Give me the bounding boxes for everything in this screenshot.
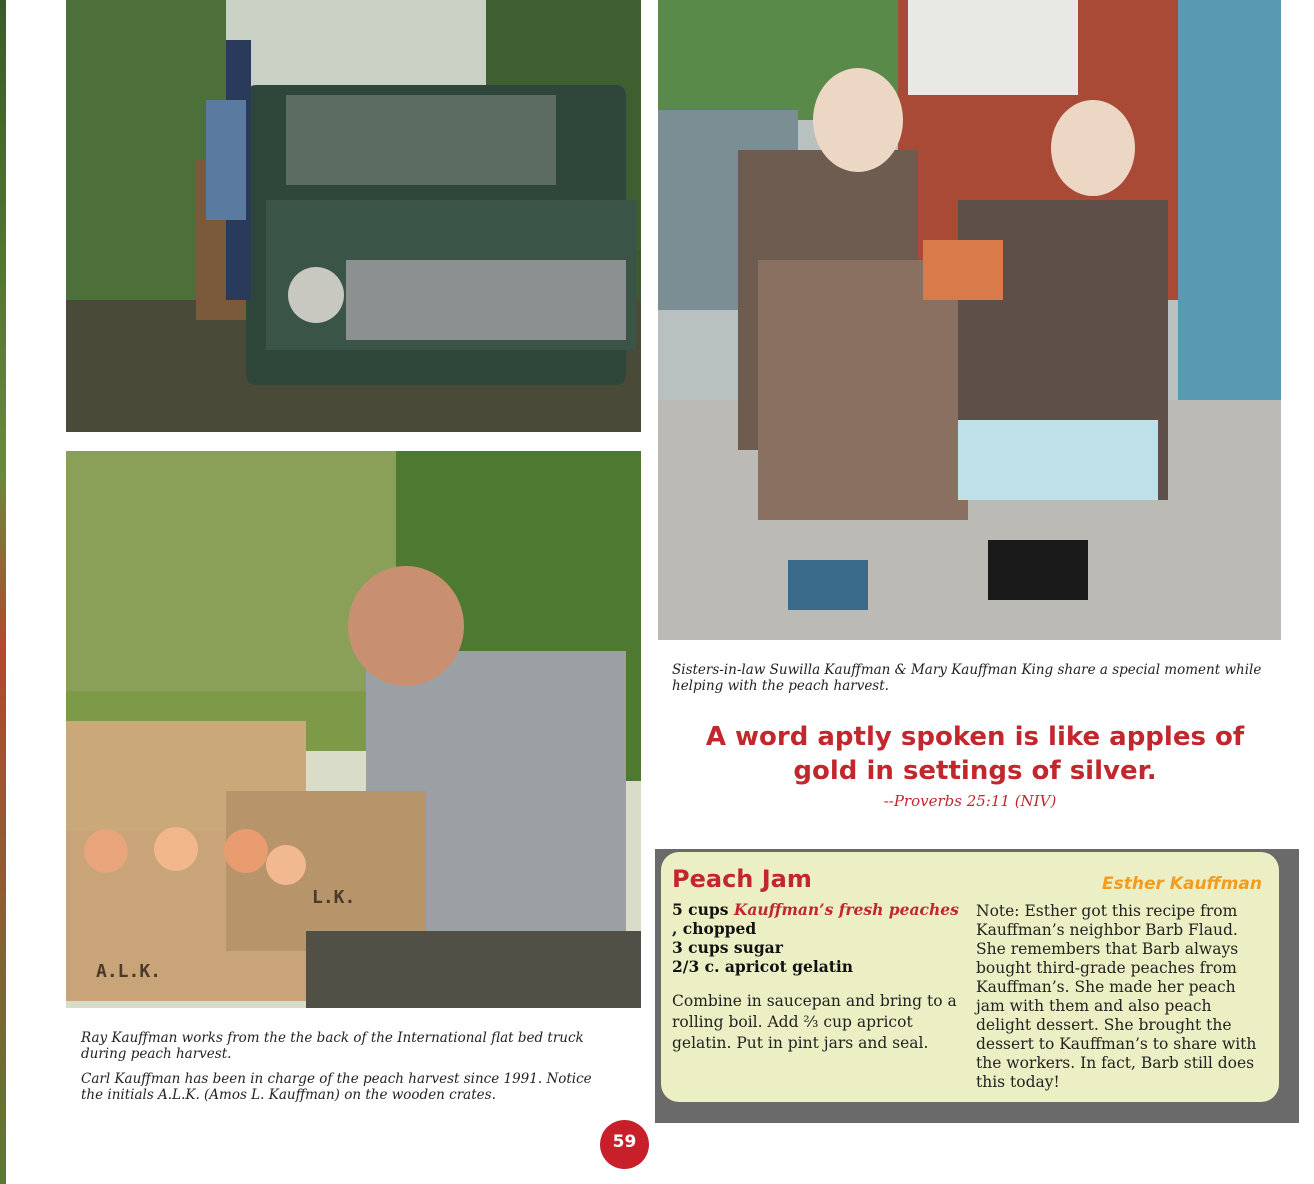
ingredient-qty: 5 cups	[672, 900, 734, 919]
carl-caption: Carl Kauffman has been in charge of the peach harvest since 1991. Notice the initials A.L.K. (Amos L. Kauffman) on the wooden crates.	[81, 1071, 592, 1103]
crate-initials-label: A.L.K.	[96, 961, 162, 982]
ray-caption: Ray Kauffman works from the the back of the International flat bed truck during peach harvest.	[81, 1030, 584, 1062]
recipe-note: Note: Esther got this recipe from Kauffman’s neighbor Barb Flaud. She remembers that Barb always bought third-grade peaches from Kauffman’s. She made her peach jam with them and also peach delight dessert. She brought the dessert to Kauffman’s to share with the workers. In fact, Barb still does this today!	[976, 902, 1257, 1091]
sisters-porch-photo	[658, 0, 1281, 640]
crate-initials-partial: L.K.	[312, 887, 356, 908]
ingredient-item: 3 cups sugar	[672, 938, 783, 957]
ingredient-item	[672, 900, 962, 938]
crates-photo	[66, 451, 641, 1008]
page-number: 59	[600, 1120, 649, 1169]
proverb-quote: A word aptly spoken is like apples of gold in settings of silver.	[705, 722, 1245, 786]
ingredient-highlight: Kauffman’s fresh peaches	[733, 900, 959, 919]
ingredient-rest: , chopped	[672, 919, 757, 938]
ingredient-item: 2/3 c. apricot gelatin	[672, 957, 854, 976]
truck-orchard-photo	[66, 0, 641, 432]
recipe-directions: Combine in saucepan and bring to a rolling boil. Add ⅔ cup apricot gelatin. Put in pint jars and seal.	[672, 992, 957, 1052]
proverb-source: --Proverbs 25:11 (NIV)	[883, 792, 1057, 810]
recipe-author: Esther Kauffman	[1102, 874, 1262, 894]
sisters-caption: Sisters-in-law Suwilla Kauffman & Mary Kauffman King share a special moment while helping with the peach harvest.	[672, 662, 1262, 694]
recipe-title: Peach Jam	[672, 865, 812, 893]
page-edge-strip	[0, 0, 6, 1184]
ingredient-list	[672, 900, 962, 976]
